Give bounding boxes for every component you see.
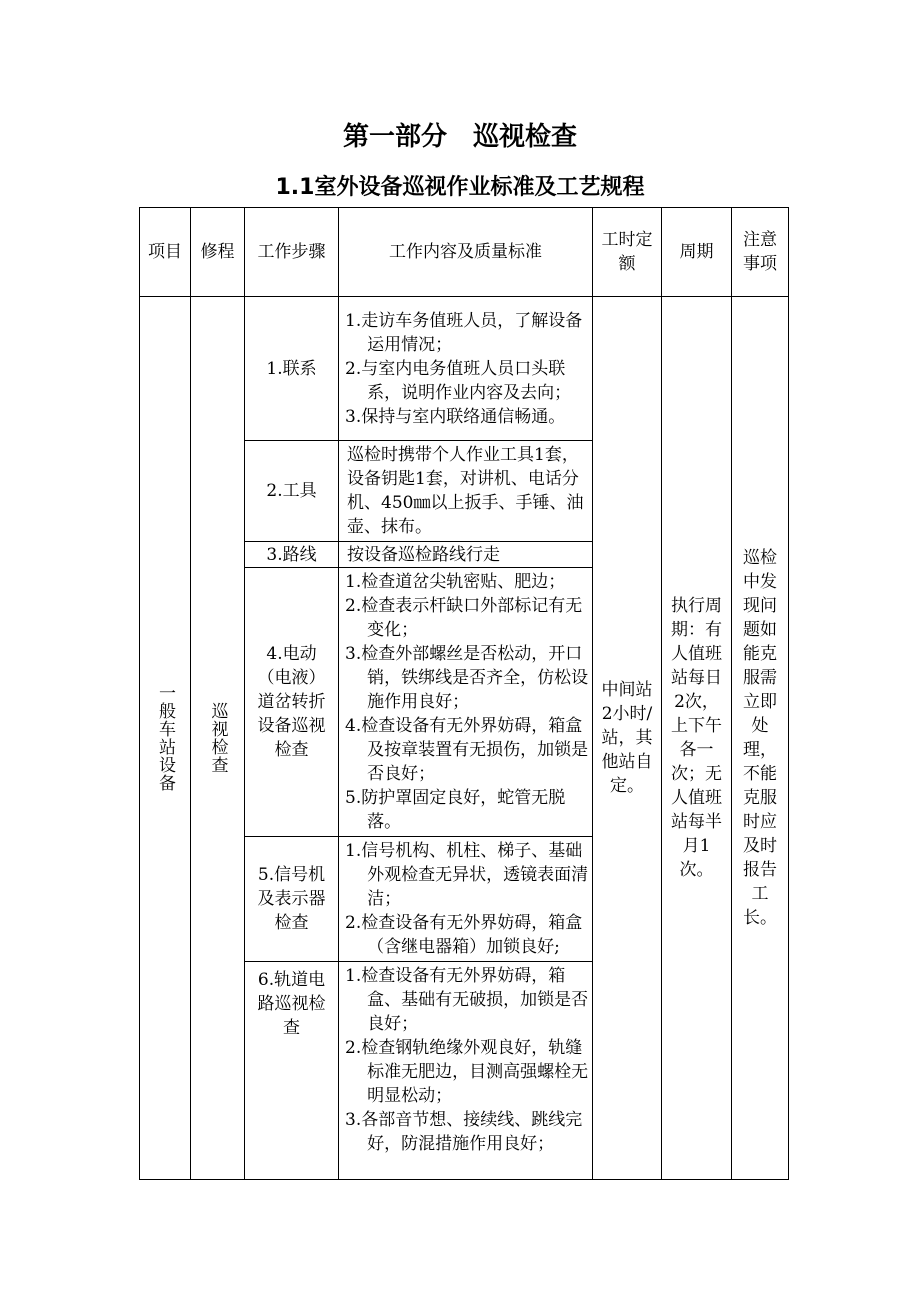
content-cell bbox=[339, 962, 593, 1180]
step-cell: 1.联系 bbox=[245, 297, 339, 441]
content-cell: 按设备巡检路线行走 bbox=[339, 542, 593, 568]
header-project: 项目 bbox=[140, 208, 191, 297]
content-cell bbox=[339, 297, 593, 441]
header-notes: 注意事项 bbox=[732, 208, 789, 297]
list-item: 2.检查钢轨绝缘外观良好，轨缝标准无肥边，目测高强螺栓无明显松动； bbox=[345, 1038, 589, 1106]
notes-cell: 巡检中发现问题如能克服需立即处理，不能克服时应及时报告工长。 bbox=[732, 297, 789, 1180]
content-cell: 巡检时携带个人作业工具1套，设备钥匙1套，对讲机、电话分机、450㎜以上扳手、手锤、油壶、抹布。 bbox=[339, 441, 593, 542]
list-item: 1.信号机构、机柱、梯子、基础外观检查无异状，透镜表面清洁； bbox=[345, 841, 589, 909]
repair-cell: 巡视检查 bbox=[191, 297, 245, 1180]
list-item: 4.检查设备有无外界妨碍，箱盒及按章装置有无损伤，加锁是否良好； bbox=[345, 716, 589, 784]
list-item: 2.与室内电务值班人员口头联系，说明作业内容及去向； bbox=[345, 358, 572, 403]
list-item: 1.走访车务值班人员，了解设备运用情况； bbox=[345, 310, 583, 355]
content-cell bbox=[339, 568, 593, 837]
list-item: 3.各部音节想、接续线、跳线完好，防混措施作用良好； bbox=[345, 1110, 583, 1154]
work-hours-cell: 中间站2小时/站，其他站自定。 bbox=[593, 297, 662, 1180]
project-cell: 一般车站设备 bbox=[140, 297, 191, 1180]
list-item: 1.检查设备有无外界妨碍，箱盒、基础有无破损，加锁是否良好； bbox=[345, 966, 589, 1034]
list-item: 1.检查道岔尖轨密贴、肥边； bbox=[345, 572, 566, 592]
list-item: 2.检查表示杆缺口外部标记有无变化； bbox=[345, 596, 583, 640]
step-cell: 4.电动（电液）道岔转折设备巡视检查 bbox=[245, 568, 339, 837]
table-row bbox=[140, 297, 789, 441]
list-item: 5.防护罩固定良好，蛇管无脱落。 bbox=[345, 788, 566, 832]
step-cell: 3.路线 bbox=[245, 542, 339, 568]
list-item: 3.检查外部螺丝是否松动，开口销，铁绑线是否齐全，仿松设施作用良好； bbox=[345, 644, 589, 712]
header-period: 周期 bbox=[662, 208, 732, 297]
step-cell: 6.轨道电路巡视检查 bbox=[245, 962, 339, 1180]
step-cell: 2.工具 bbox=[245, 441, 339, 542]
page-title: 第一部分 巡视检查 bbox=[342, 122, 577, 152]
header-row bbox=[140, 208, 789, 297]
header-content: 工作内容及质量标准 bbox=[339, 208, 593, 297]
step-cell: 5.信号机及表示器检查 bbox=[245, 837, 339, 962]
section-title: 1.1室外设备巡视作业标准及工艺规程 bbox=[275, 175, 645, 200]
list-item: 3.保持与室内联络通信畅通。 bbox=[345, 406, 566, 427]
inspection-table bbox=[139, 207, 789, 1180]
period-cell: 执行周期：有人值班站每日2次，上下午各一次；无人值班站每半月1次。 bbox=[662, 297, 732, 1180]
header-step: 工作步骤 bbox=[245, 208, 339, 297]
header-hours: 工时定额 bbox=[593, 208, 662, 297]
header-repair: 修程 bbox=[191, 208, 245, 297]
list-item: 2.检查设备有无外界妨碍，箱盒（含继电器箱）加锁良好; bbox=[345, 913, 583, 957]
content-cell bbox=[339, 837, 593, 962]
